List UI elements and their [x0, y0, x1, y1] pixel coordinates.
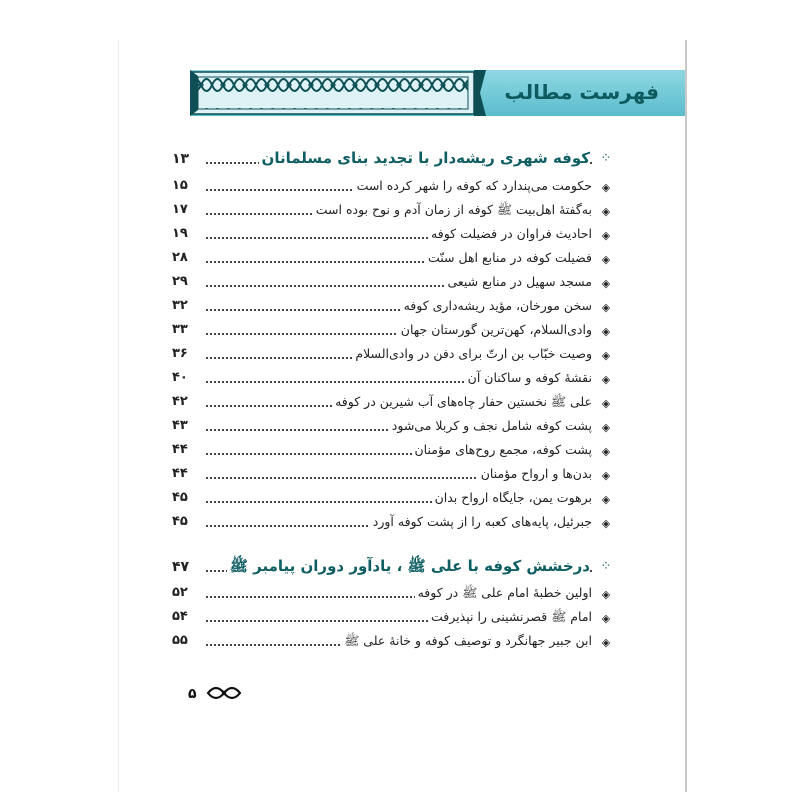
page-number: ۱۹: [172, 226, 188, 241]
diamond-bullet-icon: ◈: [601, 277, 611, 290]
diamond-bullet-icon: ◈: [601, 205, 611, 218]
toc-entry: [172, 632, 612, 654]
section-title: کوفه شهری ریشه‌دار با تجدید بنای مسلمانان: [259, 149, 590, 167]
diamond-bullet-icon: ◈: [601, 301, 611, 314]
diamond-bullet-icon: ◈: [601, 373, 611, 386]
entry-title: احادیث فراوان در فضیلت کوفه: [428, 226, 592, 241]
diamond-bullet-icon: ◈: [601, 469, 611, 482]
toc-entry: [172, 489, 612, 511]
entry-title: بدن‌ها و ارواح مؤمنان: [478, 466, 592, 481]
page-number: ۴۲: [172, 394, 188, 409]
section-title: درخشش کوفه با علی ﷺ ، یادآور دوران پیامبر ﷺ: [227, 557, 590, 579]
diamond-bullet-icon: ◈: [601, 493, 611, 506]
folio-ornament-icon: [206, 683, 242, 703]
diamond-bullet-icon: ◈: [601, 181, 611, 194]
page-number: ۴۵: [172, 490, 188, 505]
toc-title: فهرست مطالب: [504, 80, 659, 104]
toc-entry: [172, 201, 612, 223]
page-number: ۴۵: [172, 514, 188, 529]
diamond-bullet-icon: ◈: [601, 349, 611, 362]
diamond-bullet-icon: ◈: [601, 588, 611, 601]
toc-entry: [172, 584, 612, 606]
page-number: ۴۰: [172, 370, 188, 385]
entry-title: پشت کوفه، مجمع روح‌های مؤمنان: [412, 442, 593, 457]
toc-entry: [172, 345, 612, 367]
toc-section-heading: [172, 558, 612, 580]
toc-entry: [172, 513, 612, 535]
diamond-bullet-icon: ◈: [601, 421, 611, 434]
diamond-bullet-icon: ◈: [601, 325, 611, 338]
toc-entry: [172, 465, 612, 487]
entry-title: سخن مورخان، مؤید ریشه‌داری کوفه: [401, 298, 592, 313]
page-number: ۴۳: [172, 418, 188, 433]
entry-title: جبرئیل، پایه‌های کعبه را از پشت کوفه آورد: [370, 514, 592, 529]
page-number: ۵۴: [172, 609, 188, 624]
diamond-bullet-icon: ◈: [601, 397, 611, 410]
toc-entry: [172, 321, 612, 343]
diamond-bullet-icon: ◈: [601, 253, 611, 266]
toc-section-heading: [172, 150, 612, 172]
toc-entry: [172, 297, 612, 319]
diamond-bullet-icon: ◈: [601, 612, 611, 625]
page-number: ۱۷: [172, 202, 188, 217]
entry-title: فضیلت کوفه در منابع اهل سنّت: [425, 250, 592, 265]
page-number: ۳۳: [172, 322, 188, 337]
entry-title: وادی‌السلام، کهن‌ترین گورستان جهان: [398, 322, 592, 337]
section-marker-icon: ⁘: [600, 559, 612, 574]
toc-entry: [172, 441, 612, 463]
entry-title: پشت کوفه شامل نجف و کربلا می‌شود: [389, 418, 592, 433]
toc-entry: [172, 608, 612, 630]
entry-title: حکومت می‌پندارد که کوفه را شهر کرده است: [354, 178, 592, 193]
page-number: ۱۳: [172, 151, 190, 167]
diamond-bullet-icon: ◈: [601, 445, 611, 458]
page-number: ۳۶: [172, 346, 188, 361]
entry-title: علی ﷺ نخستین حفار چاه‌های آب شیرین در کوفه: [332, 394, 592, 413]
page-number: ۵۵: [172, 633, 188, 648]
toc-entry: [172, 273, 612, 295]
page-number: ۴۴: [172, 466, 188, 481]
page-number: ۱۵: [172, 178, 188, 193]
page-number: ۲۹: [172, 274, 188, 289]
entry-title: نقشهٔ کوفه و ساکنان آن: [465, 370, 592, 385]
toc-entry: [172, 249, 612, 271]
page-number: ۴۷: [172, 559, 190, 575]
entry-title: برهوت یمن، جایگاه ارواح بدان: [432, 490, 592, 505]
entry-title: مسجد سهیل در منابع شیعی: [444, 274, 592, 289]
diamond-bullet-icon: ◈: [601, 229, 611, 242]
toc-entry: [172, 417, 612, 439]
entry-title: اولین خطبهٔ امام علی ﷺ در کوفه: [415, 585, 592, 604]
entry-title: وصیت خبّاب بن ارتّ برای دفن در وادی‌السلام: [352, 346, 592, 361]
page-number: ۵۲: [172, 585, 188, 600]
toc-entry: [172, 177, 612, 199]
toc-entry: [172, 369, 612, 391]
section-marker-icon: ⁘: [600, 151, 612, 166]
page-number: ۴۴: [172, 442, 188, 457]
entry-title: امام ﷺ قصرنشینی را نپذیرفت: [428, 609, 592, 628]
diamond-bullet-icon: ◈: [601, 636, 611, 649]
folio-number: ۵: [188, 686, 197, 702]
toc-entry: [172, 225, 612, 247]
toc-entry: [172, 393, 612, 415]
diamond-bullet-icon: ◈: [601, 517, 611, 530]
entry-title: به‌گفتهٔ اهل‌بیت ﷺ کوفه از زمان آدم و نوح بوده است: [313, 202, 592, 221]
page-number: ۳۲: [172, 298, 188, 313]
page-number: ۲۸: [172, 250, 188, 265]
toc-header: [190, 70, 685, 116]
entry-title: ابن جبیر جهانگرد و توصیف کوفه و خانهٔ علی ﷺ: [341, 633, 592, 652]
